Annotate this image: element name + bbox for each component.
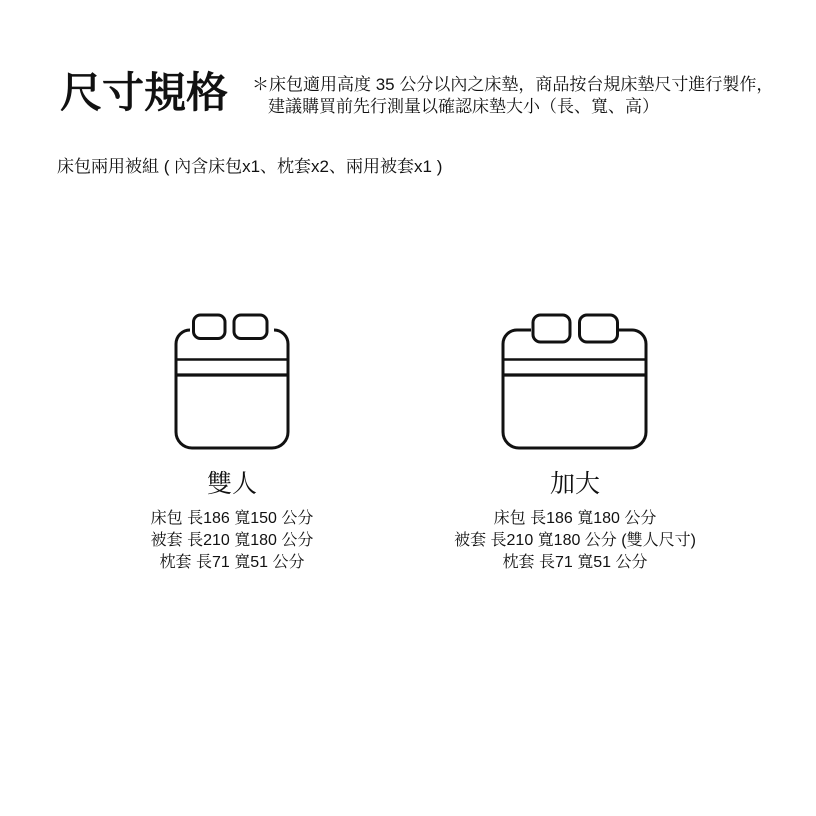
set-contents-subtitle: 床包兩用被組 ( 內含床包x1、枕套x2、兩用被套x1 ) <box>57 157 443 176</box>
spec-line-sheet: 床包 長186 寬180 公分 <box>493 510 657 527</box>
size-card-king <box>425 313 725 574</box>
note-line: 建議購買前先行測量以確認床墊大小（長、寬、高） <box>268 97 659 116</box>
note-line: ＊床包適用高度 35 公分以內之床墊，商品按台規床墊尺寸進行製作， <box>252 75 774 94</box>
spec-line-pillow: 枕套 長71 寬51 公分 <box>502 554 648 571</box>
double-bed-icon <box>174 313 290 451</box>
spec-list <box>82 508 382 574</box>
spec-line-pillow: 枕套 長71 寬51 公分 <box>159 554 305 571</box>
spec-line-duvet: 被套 長210 寬180 公分 (雙人尺寸) <box>454 532 696 549</box>
mattress-fit-note <box>252 74 773 118</box>
size-name: 加大 <box>549 470 600 498</box>
size-card-double <box>82 313 382 574</box>
spec-line-duvet: 被套 長210 寬180 公分 <box>150 532 314 549</box>
page-title: 尺寸規格 <box>60 69 229 116</box>
size-name: 雙人 <box>206 470 257 498</box>
spec-line-sheet: 床包 長186 寬150 公分 <box>150 510 314 527</box>
spec-list <box>425 508 725 574</box>
king-bed-icon <box>501 313 649 451</box>
